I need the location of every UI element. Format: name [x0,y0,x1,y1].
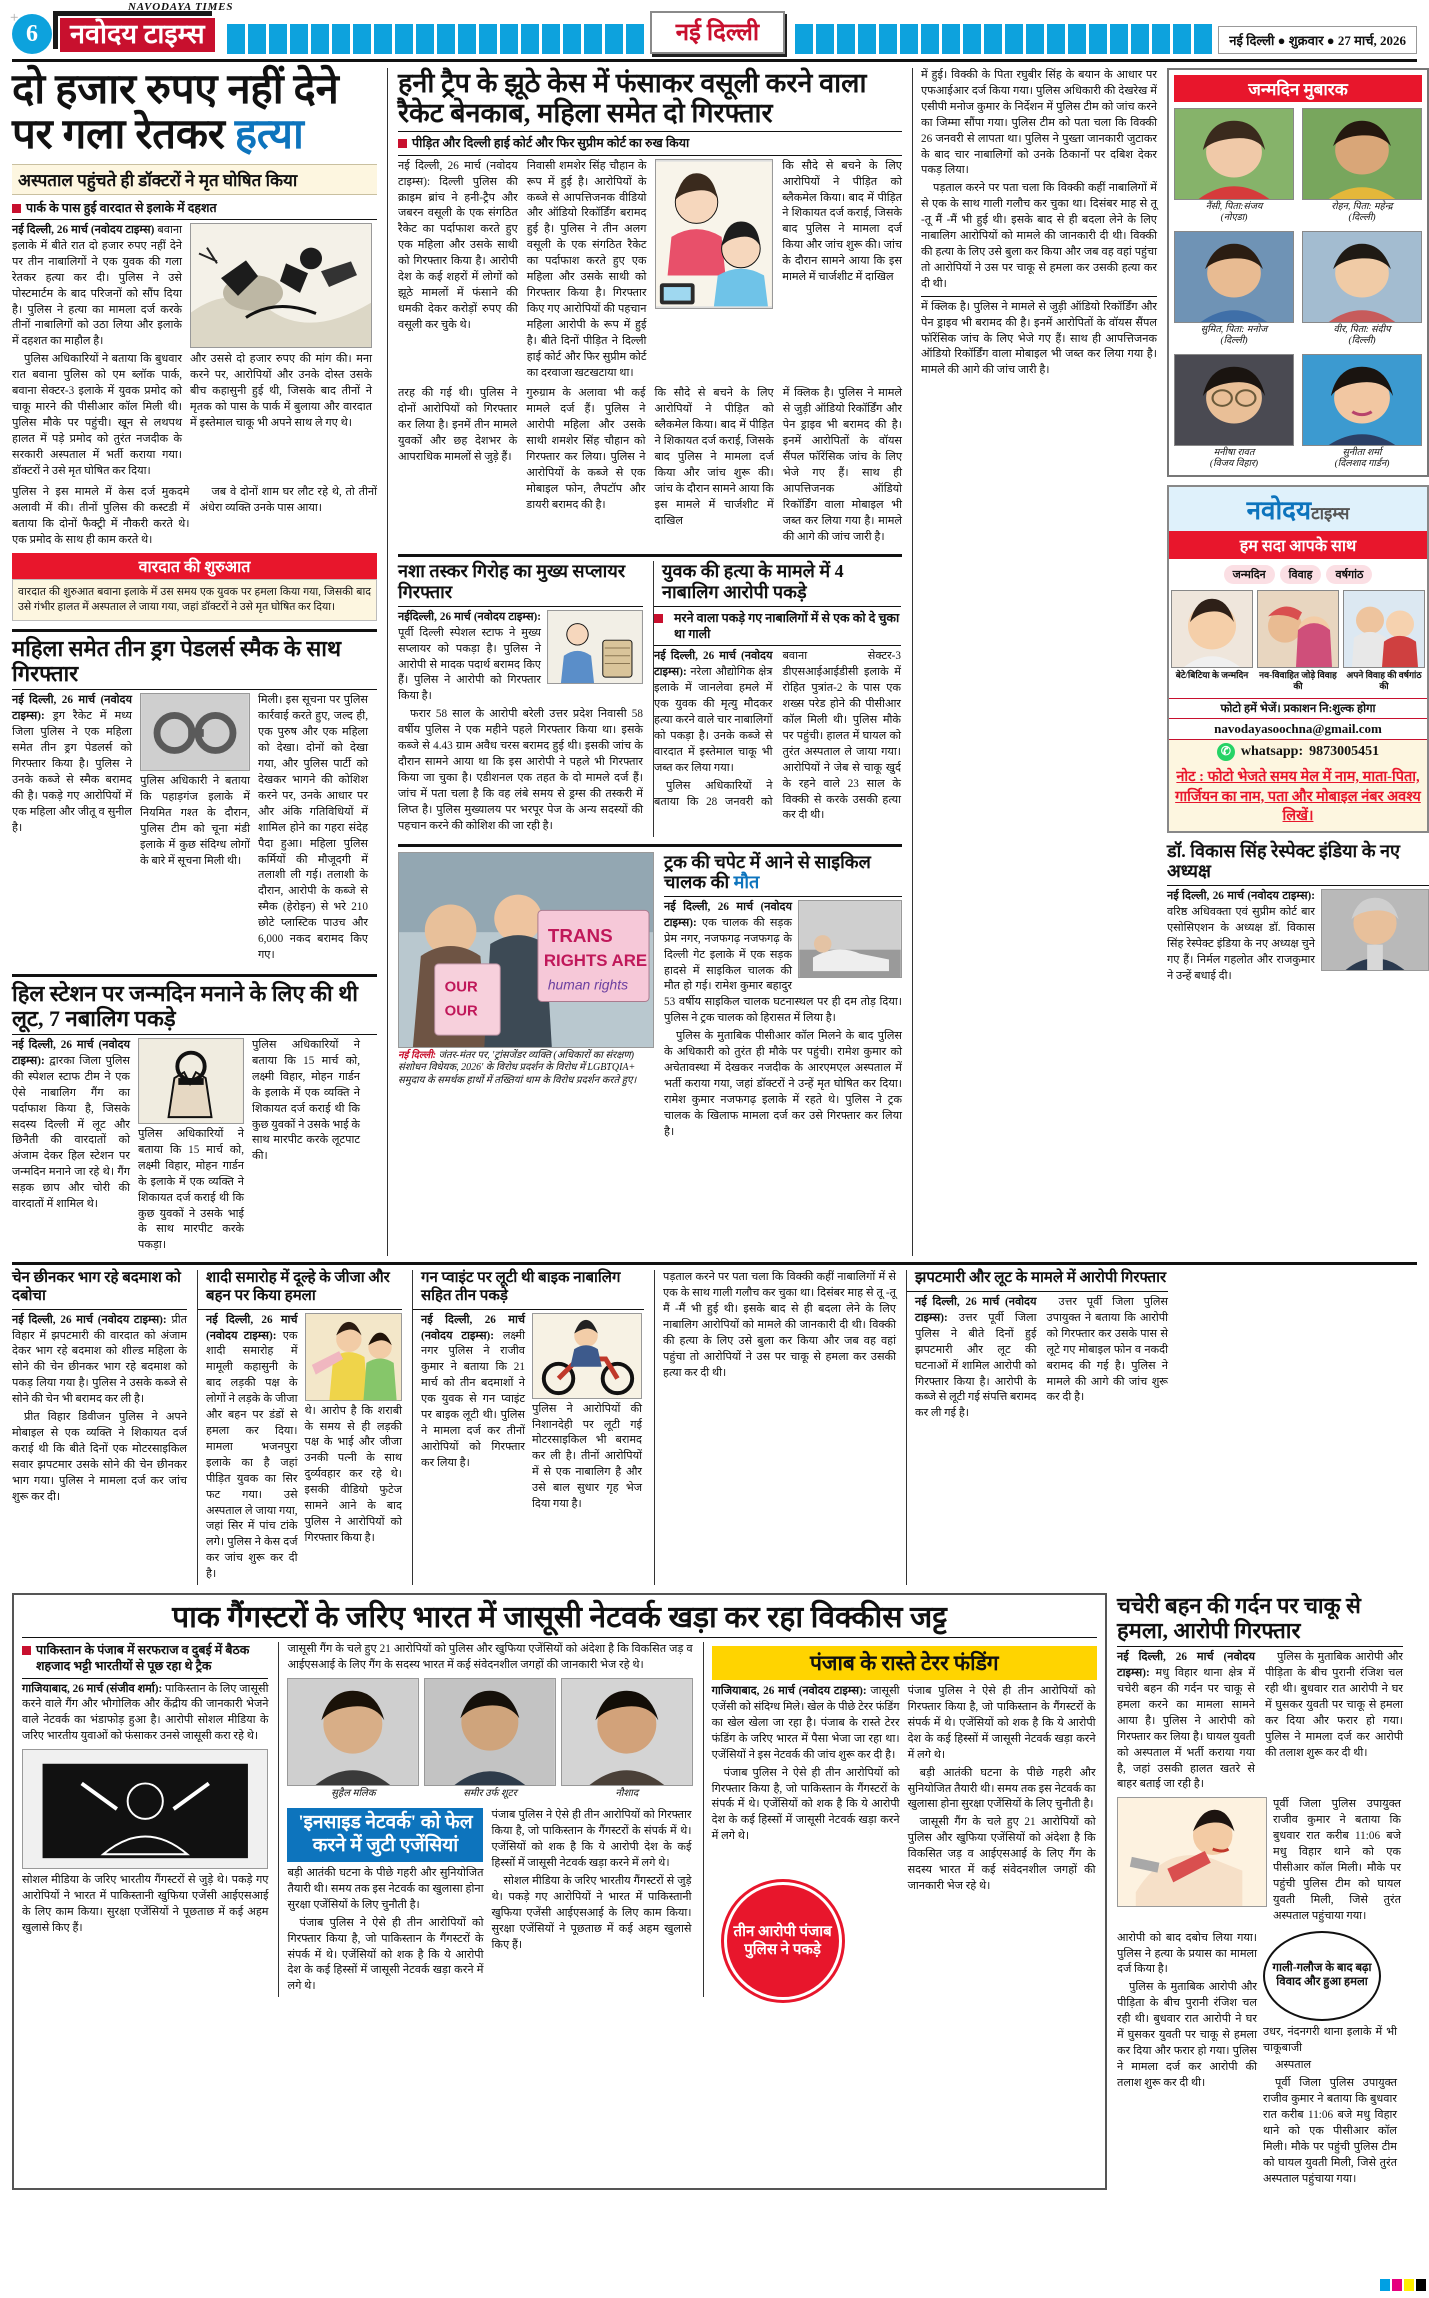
divider [921,296,1157,297]
minors-body [654,649,901,824]
cousin-timeline [1263,2025,1397,2188]
birthday-name-1: रोहन, पिता: महेन्द्र [1331,202,1393,212]
divider [398,155,902,156]
lead-body-col2 [190,352,372,432]
birthday-box [1167,68,1429,477]
honey-kicker: पीड़ित और दिल्ली हाई कोर्ट और फिर सुप्रीम कोर्ट का रुख किया [398,135,902,151]
minors-body4: पड़ताल करने पर पता चला कि विक्की कहीं नाबालिगों में से एक के साथ गाली गलौच कर चुका था। दिसंबर माह से तू -तू मैं -मैं भी हुई थी। इसके बाद से ही बदला लेने के लिए नाबालिग आरोपियों को मामले की जानकारी दी थी। विक्की की हत्या के लिए उसे बुला कर किया और जब वह वहां पहुंचा तो आरोपियों ने उस पर चाकू से हमला कर उसकी हत्या कर दी थी। [921,182,1157,290]
divider [398,554,902,557]
doctor-photo [1321,889,1429,971]
gunpoint-body2: पुलिस ने आरोपियों की निशानदेही पर लूटी गई मोटरसाइकिल भी बरामद कर ली है। तीनों आरोपियों में से एक नाबालिग है और उसे बाल सुधार गृह भेज दिया गया है। [532,1402,642,1511]
divider [398,844,902,847]
doctor-story [1167,841,1429,985]
chain-body [12,1313,187,1506]
birthday-photo [1302,108,1422,200]
spy-blue-body [287,1866,483,1995]
svg-text:human rights: human rights [547,976,629,993]
chain-dateline: नई दिल्ली, 26 मार्च (नवोदय टाइम्स): [12,1313,167,1326]
birthday-photo [1302,354,1422,446]
promo-pills [1169,559,1427,590]
cousin-body4 [1117,1931,1257,2094]
lead-headline-line2 [12,113,377,158]
handcuffs-photo [140,693,250,771]
lead-subhead: अस्पताल पहुंचते ही डॉक्टरों ने मृत घोषित किया [12,164,377,195]
honey-lower [398,386,902,547]
hill-body: द्वारका जिला पुलिस की स्पेशल स्टाफ टीम ने एक ऐसे नाबालिग गैंग का पर्दाफाश किया है, जिसके सदस्य दिल्ली में लूट और छिनैती की वारदातों को अंजाम देकर हिल स्टेशन पर जन्मदिन मनाने जा रहे थे। गैंग सड़क छाप और चोरी की वारदातों में शामिल थे। [12,1054,130,1211]
robbery-headline: झपटमारी और लूट के मामले में आरोपी गिरफ्तार [915,1270,1167,1287]
honey-col1 [398,159,518,384]
accident-photo [798,900,902,978]
chain-story [12,1270,187,1585]
accused-name-2: नौशाद [615,1787,639,1799]
birthday-photo [1174,231,1294,323]
divider [654,606,901,607]
footer-registration-marks [0,2279,1429,2293]
accused-name-1: समीर उर्फ शूटर [463,1787,517,1799]
promo-logo [1169,487,1427,531]
minors-cont-body2 [921,300,1157,380]
gunpoint-headline: गन प्वाइंट पर लूटी थी बाइक नाबालिग सहित तीन पकड़े [421,1270,621,1304]
cousin-body-top [1117,1650,1403,1793]
spy-intro [287,1642,692,1674]
lead-body-lower [12,485,377,549]
doctor-dateline: नई दिल्ली, 26 मार्च (नवोदय टाइम्स): [1167,890,1315,902]
spy-col-extra-text: पंजाब पुलिस ने ऐसे ही तीन आरोपियों को गिरफ्तार किया है, जो पाकिस्तान के गैंगस्टरों के संपर्क में थे। एजेंसियों को शक है कि ये आरोपी देश के कई हिस्सों में जासूसी नेटवर्क खड़ा करने में लगे थे। [491,1809,692,1870]
promo-caption-1: नव-विवाहित जोड़े विवाह की [1259,670,1337,692]
lead-headline-line2a: पर गला रेतकर [12,112,235,159]
wedding-headline: शादी समारोह में दूल्हे के जीजा और बहन पर किया हमला [206,1270,390,1304]
promo-logo-b: टाइम्स [1311,504,1350,524]
robbery-body-text: उत्तर पूर्वी जिला पुलिस ने बीते दिनों हुई झपटमारी और लूट की घटनाओं में शामिल आरोपी को गिरफ्तार किया है। आरोपी के कब्जे से लूटी गई संपत्ति बरामद कर ली गई है। [915,1311,1037,1420]
cousin-story [1117,1593,1403,2190]
birthday-place-4: (विजय विहार) [1209,458,1259,469]
city-tab: नई दिल्ली [650,11,785,54]
minors-story [653,561,901,836]
promo-logo-a: नवोदय [1246,496,1312,526]
truck-dateline: नई दिल्ली, 26 मार्च (नवोदय टाइम्स): [664,900,792,929]
doctor-body-text: वरिष्ठ अधिवक्ता एवं सुप्रीम कोर्ट बार एसोसिएशन के अध्यक्ष डॉ. विकास सिंह रेस्पेक्ट इंडिया के नए अध्यक्ष चुने गए हैं। निर्मल गहलोत और राजकुमार ने उन्हें बधाई दी। [1167,905,1315,982]
gunpoint-body-col1 [421,1313,525,1515]
incident-start-body: वारदात की शुरुआत बवाना इलाके में उस समय एक युवक पर हमला किया गया, जिसकी बाद उसे गंभीर हालत में अस्पताल ले जाया गया, जहां डॉक्टरों ने उसे मृत घोषित कर दिया। [12,579,377,621]
whatsapp-icon: ✆ [1217,743,1235,761]
cousin-timeline-1: अस्पताल [1275,2059,1312,2072]
minors-body4-dup: पड़ताल करने पर पता चला कि विक्की कहीं नाबालिगों में से एक के साथ गाली गलौच कर चुका था। दिसंबर माह से तू -तू मैं -मैं भी हुई थी। इसके बाद से ही बदला लेने के लिए नाबालिग आरोपियों को मामले की जानकारी दी थी। विक्की की हत्या के लिए उसे बुला कर किया और जब वह वहां पहुंचा तो आरोपियों ने उस पर चाकू से हमला कर उसकी हत्या कर दी थी। [663,1271,896,1379]
wedding-assault-illustration [305,1313,402,1401]
spy-body2: सोशल मीडिया के जरिए भारतीय गैंगस्टरों से जुड़े थे। पकड़े गए आरोपियों ने भारत में पाकिस्तानी खुफिया एजेंसी आईएसआई के लिए काम किया। सुरक्षा एजेंसियों ने पूछताछ में कई अहम खुलासे किए हैं। [22,1874,269,1934]
lead-dateline: नई दिल्ली, 26 मार्च (नवोदय टाइम्स) [12,223,155,236]
spy-round-badge [724,1882,842,2000]
minors-body-text: नरेला औद्योगिक क्षेत्र इलाके में जानलेवा हमले में एक युवक की मृत्यु मौदकर हत्या करने वाले चार नाबालिगों को पकड़ा है। उनके कब्जे से वारदात में इस्तेमाल चाकू भी जब्त कर लिया गया। [654,666,773,774]
cousin-body3 [1273,1797,1401,1926]
honey-c1: नई दिल्ली, 26 मार्च (नवोदय टाइम्स): दिल्ली पुलिस की क्राइम ब्रांच ने हनी-ट्रैप और जबरन वसूली के एक संगठित रैकेट का पर्दाफाश करते हुए एक महिला और उसके साथी को गिरफ्तार किया है। आरोपी देश के कई शहरों में लोगों को झूठे मामलों में फंसाने की धमकी देकर करोड़ों रुपए की वसूली कर चुके थे। [398,159,518,331]
handcuffed-hands-illustration [138,1038,244,1124]
divider [12,219,377,220]
spy-gzb-col [712,1684,900,1897]
gunpoint-body-text: लक्ष्मी नगर पुलिस ने राजीव कुमार ने बताया कि 21 मार्च को तीन बदमाशों ने एक युवक से गन प्वाइंट पर बाइक लूटी थी। पुलिस ने मामला दर्ज कर तीनों आरोपियों को गिरफ्तार कर लिया है। [421,1329,525,1469]
svg-text:OUR: OUR [444,1002,478,1019]
spy-yellow-bar: पंजाब के रास्ते टेरर फंडिंग [712,1646,1097,1680]
doctor-headline: डॉ. विकास सिंह रेस्पेक्ट इंडिया के नए अध्यक्ष [1167,840,1400,882]
promo-photo-child [1171,590,1253,668]
birthday-place-0: (नोएडा) [1220,213,1248,224]
right-rail [1167,68,1429,1256]
hill-body-col2 [138,1127,244,1254]
lead-story [12,68,377,1256]
smack-body3: मिली। इस सूचना पर पुलिस कार्रवाई करते हुए, जल्द ही, एक पुरुष और एक महिला को देखा। दोनों को देखा गया, और पुलिस पार्टी को देखकर भागने की कोशिश करने पर, उनके आधार पर और अंकि गतिविधियों में शामिल होने का गहरा संदेह पैदा हुआ। महिला पुलिस कर्मियों की मौजूदगी में तलाशी ली गई। तलाशी के दौरान, आरोपी के कब्जे से स्मैक (हेरोइन) से भरे 210 छोटे प्लास्टिक पाउच और 6,000 नकद बरामद किए गए। [258,694,368,961]
cousin-body3-dup: पूर्वी जिला पुलिस उपायुक्त राजीव कुमार ने बताया कि बुधवार रात करीब 11:06 बजे मधु विहार थाने को एक पीसीआर कॉल मिली। मौके पर पहुंची पुलिस टीम को घायल युवती मिली, जिसे तुरंत अस्पताल पहुंचाया गया। [1263,2077,1397,2185]
promo-pill-anniversary[interactable]: वर्षगांठ [1326,565,1372,584]
divider [1167,885,1429,886]
lead-body1: बवाना इलाके में बीते रात दो हजार रुपए नहीं देने पर तीन नाबालिगों ने एक युवक की गला रेतकर हत्या कर दी। पुलिस ने उसे पोस्टमार्टम के बाद परिजनों को सौंप दिया है। पुलिस ने हत्या का मामला दर्ज करके तीनों नाबालिगों को उठा लिया और इलाके में दहशत का माहौल है। [12,223,182,348]
divider [907,1291,1168,1292]
birthday-name-3: वीर, पिता: संदीप [1333,324,1391,335]
promo-send-note: फोटो हमें भेजें। प्रकाशन नि:शुल्क होगा [1169,698,1427,719]
top-section [12,67,1422,1256]
minors-continuation [912,68,1157,1256]
spy-kicker: पाकिस्तान के पंजाब में सरफराज व दुबई में बैठक शहजाद भट्टी भारतीयों से पूछ रहा थे ट्रैक [22,1642,268,1675]
newspaper-logo[interactable] [58,0,234,54]
hill-body-col1 [12,1038,130,1256]
promo-photo-couple [1343,590,1425,668]
cousin-body2-dup: पुलिस के मुताबिक आरोपी और पीड़िता के बीच पुरानी रंजिश चल रही थी। बुधवार रात आरोपी ने घर में घुसकर युवती पर चाकू से हमला कर दिया और फरार हो गया। पुलिस ने मामला दर्ज कर आरोपी की तलाश शुरू कर दी थी। [1117,1981,1257,2089]
promo-pill-birthday[interactable]: जन्मदिन [1224,565,1275,584]
honey-c4: तरह की गई थी। पुलिस ने दोनों आरोपियों को गिरफ्तार कर लिया है। इनमें तीन मामले युवकों और छह देशभर के आपराधिक मामलों से जुड़े हैं। [398,387,518,464]
bottom-section [12,1593,1417,2190]
wedding-body-text: एक शादी समारोह में मामूली कहासुनी के बाद लड़की पक्ष के लोगों ने लड़के के जीजा और बहन पर डंडों से हमला कर दिया। मामला भजनपुरा इलाके का है जहां पीड़ित युवक का सिर फट गया। उसे अस्पताल ले जाया गया, जहां सिर में पांच टांके लगे। पुलिस ने केस दर्ज कर जांच शुरू कर दी है। [206,1329,298,1581]
drug-supplier-story [398,561,643,836]
accused-name-0: सुहैल मलिक [331,1787,376,1799]
accused-photo-2 [561,1678,693,1786]
crop-mark: + [10,10,19,26]
birthday-person [1174,354,1294,471]
minors-dateline: नई दिल्ली, 26 मार्च (नवोदय टाइम्स): [654,650,773,679]
lead-mid-extra: और उससे दो हजार रुपए की मांग की। मना करने पर, आरोपियों और उनके दोस्त उसके बीच कहासुनी हुई थी, जिसके बाद तीनों ने मृतक को पास के पार्क में बुलाया और वारदात में इस्तेमाल चाकू भी अपने साथ ले गए थे। [190,352,372,429]
drug-body2: फरार 58 साल के आरोपी बरेली उत्तर प्रदेश निवासी 58 वर्षीय पुलिस ने एक महीने पहले गिरफ्तार किया था। इसके कब्जे से 4.43 ग्राम अवैध चरस बरामद हुई थी। इसकी जांच के दौरान सामने आया था कि इस आरोपी ने पहले भी गिरफ्तार किया जा चुका है। एडीशनल एक तहत के दो मामले दर्ज हैं। जांच में पता चला है कि वह लंबे समय से ड्रग्स की तस्करी में लिप्त है। पुलिस मुख्यालय पर भरपूर पेज के अन्य सदस्यों की पहचान करने की कोशिश की जा रही है। [398,708,643,832]
spy-left [22,1642,268,1997]
spy-punjab-body2: बड़ी आतंकी घटना के पीछे गहरी और सुनियोजित तैयारी थी। समय तक इस नेटवर्क का खुलासा होना सुरक्षा एजेंसियों के लिए चुनौती है। [907,1766,1096,1811]
honey-c3: कि सौदे से बचने के लिए आरोपियों ने पीड़ित को ब्लैकमेल किया। बाद में पीड़ित ने शिकायत दर्ज कराई, जिसके बाद पुलिस ने मामला दर्ज किया और जांच शुरू की। जांच के दौरान सामने आया कि इस मामले में चार्जशीट में दाखिल [782,159,902,284]
smack-body2: पुलिस अधिकारी ने बताया कि पहाड़गंज इलाके में नियमित गश्त के दौरान, पुलिस टीम को चूना मंडी इलाके में कुछ संदिग्ध लोगों के बारे में सूचना मिली थी। [140,775,250,867]
cousin-body: मधु विहार थाना क्षेत्र में चचेरी बहन की गर्दन पर चाकू से हमला करने का मामला सामने आया है। पुलिस ने आरोपी को गिरफ्तार कर लिया है। घायल युवती को अस्पताल में भर्ती कराया गया है, जहां उसकी हालत खतरे से बाहर बताई जा रही है। [1117,1667,1255,1791]
promo-whatsapp-number: 9873005451 [1309,743,1380,759]
wedding-body-col1 [206,1313,298,1585]
divider [12,974,377,977]
gunpoint-dateline: नई दिल्ली, 26 मार्च (नवोदय टाइम्स): [421,1313,525,1342]
cousin-circle-note: गाली-गलौज के बाद बढ़ा विवाद और हुआ हमला [1263,1931,1381,2021]
spy-body-left [22,1682,268,1746]
stripe-decoration-right [795,24,1214,54]
gunpoint-story [412,1270,644,1585]
cousin-headline: चचेरी बहन की गर्दन पर चाकू से हमला, आरोपी गिरफ्तार [1117,1593,1361,1644]
minors-cont2 [654,1270,896,1585]
robbery-body [907,1295,1168,1422]
trans-caption-text: जंतर-मंतर पर, 'ट्रांसजेंडर व्यक्ति (अधिकारों का संरक्षण) संशोधन विधेयक, 2026' के विरोध प्रदर्शन के विरोध में LGBTQIA+ समुदाय के समर्थक हाथों में तख्तियां थाम के विरोध प्रदर्शन करते हुए। [398,1049,637,1086]
page-number-badge: 6 [12,14,52,54]
honey-c3-dup: कि सौदे से बचने के लिए आरोपियों ने पीड़ित को ब्लैकमेल किया। बाद में पीड़ित ने शिकायत दर्ज कराई, जिसके बाद पुलिस ने मामला दर्ज किया और जांच शुरू की। जांच के दौरान सामने आया कि इस मामले में चार्जशीट में दाखिल [654,387,774,527]
promo-box [1167,485,1429,832]
honey-c6: में क्लिक है। पुलिस ने मामले से जुड़ी ऑडियो रिकॉर्डिंग और पेन ड्राइव भी बरामद की है। इनमें आरोपितों के वॉयस सैंपल फॉरेंसिक जांच के लिए भेजे गए हैं। साथ ही आपत्तिजनक ऑडियो रिकॉर्डिंग वाला मोबाइल भी जब्त कर लिया गया है। मामले की आगे की जांच जारी है। [782,387,902,543]
trans-protest-photo [398,852,654,1048]
svg-text:OUR: OUR [444,979,478,996]
spy-right [703,1642,1097,1997]
promo-photo-wedding [1257,590,1339,668]
spy-punjab-col [908,1684,1096,1897]
honey-trap-story [387,68,902,1256]
birthday-photo-grid [1174,108,1422,470]
cousin-timeline-0: उधर, नंदनगरी थाना इलाके में भी चाकूबाजी [1263,2025,1397,2054]
promo-note: नोट : फोटो भेजते समय मेल में नाम, माता-पिता, गार्जियन का नाम, पता और मोबाइल नंबर अवश्य लिखें। [1169,764,1427,831]
divider [398,131,902,132]
lead-headline-line1: दो हजार रुपए नहीं देने [12,67,339,113]
robbery-story [906,1270,1168,1585]
minors-cont-body [921,68,1157,293]
spy-story [12,1593,1107,2190]
promo-tagline: हम सदा आपके साथ [1169,531,1427,559]
cousin-body2: पुलिस के मुताबिक आरोपी और पीड़िता के बीच पुरानी रंजिश चल रही थी। बुधवार रात आरोपी ने घर में घुसकर युवती पर चाकू से हमला कर दिया और फरार हो गया। पुलिस ने मामला दर्ज कर आरोपी की तलाश शुरू कर दी थी। [1265,1651,1403,1759]
accused-photo-0 [287,1678,419,1786]
promo-caption-0: बेटे/बिटिया के जन्मदिन [1175,670,1249,681]
wedding-dateline: नई दिल्ली, 26 मार्च (नवोदय टाइम्स): [206,1313,298,1342]
birthday-person [1302,354,1422,471]
wedding-body-col2 [305,1404,402,1547]
spy-col-extra [491,1808,691,1997]
birthday-place-3: (दिल्ली) [1348,336,1376,347]
hill-body2: पुलिस अधिकारियों ने बताया कि 15 मार्च को, लक्ष्मी विहार, मोहन गार्डन के इलाके में एक व्यक्ति ने शिकायत दर्ज कराई थी कि कुछ युवकों ने उसके भाई के साथ मारपीट करके पकड़ा। [138,1128,244,1252]
birthday-name-5: सुनीता शर्मा [1342,447,1382,458]
hill-headline: हिल स्टेशन पर जन्मदिन मनाने के लिए की थी लूट, 7 नबालिग पकड़े [12,980,358,1031]
birthday-place-1: (दिल्ली) [1348,213,1376,224]
chain-headline: चेन छीनकर भाग रहे बदमाश को दबोचा [12,1270,181,1304]
trans-protest-block [398,852,654,1143]
smack-headline: महिला समेत तीन ड्रग पेडलर्स स्मैक के साथ गिरफ्तार [12,636,342,687]
chain-body-text: प्रीत विहार में झपटमारी की वारदात को अंजाम देकर भाग रहे बदमाश को शील्ड महिला के सोने की चेन छीनकर भाग रहे बदमाश को पकड़ लिया गया है। पुलिस ने उसके कब्जे से सोने की चेन भी बरामद कर ली है। [12,1313,188,1406]
accused-photo-1 [424,1678,556,1786]
trans-caption [398,1048,654,1090]
svg-text:RIGHTS ARE: RIGHTS ARE [543,950,648,970]
spy-banner-headline: पाक गैंगस्टरों के जरिए भारत में जासूसी नेटवर्क खड़ा कर रहा विक्कीस जट्ट [172,1601,947,1635]
divider [12,1262,1417,1265]
lead-illustration [190,223,372,348]
honey-c5: गुरुग्राम के अलावा भी कई मामले दर्ज हैं। पुलिस ने आरोपी महिला और उसके साथी शमशेर सिंह चौहान को गिरफ्तार कर लिया। पुलिस ने आरोपियों के कब्जे से एक मोबाइल फोन, लैपटॉप और डायरी बरामद की है। [526,387,646,511]
cousin-body4-text: आरोपी को बाद दबोच लिया गया। पुलिस ने हत्या के प्रयास का मामला दर्ज किया है। [1117,1931,1257,1976]
honey-c6-cont: में क्लिक है। पुलिस ने मामले से जुड़ी ऑडियो रिकॉर्डिंग और पेन ड्राइव भी बरामद की है। इनमें आरोपितों के वॉयस सैंपल फॉरेंसिक जांच के लिए भेजे गए हैं। साथ ही आपत्तिजनक ऑडियो रिकॉर्डिंग वाला मोबाइल भी जब्त कर लिया गया है। मामले की आगे की जांच जारी है। [921,300,1157,377]
divider [198,1309,402,1310]
birthday-photo [1174,108,1294,200]
lead-headline-highlight: हत्या [234,112,304,159]
mid-strip [12,1270,1417,1585]
birthday-place-2: (दिल्ली) [1220,336,1248,347]
truck-body2: पुलिस के मुताबिक पीसीआर कॉल मिलने के बाद पुलिस के अधिकारी को तुरंत ही मौके पर पहुंची। रामेश कुमार को अचेतावस्था में देखकर नजदीक के आरएमएल अस्पताल में भर्ती कराया गया, जहां डॉक्टरों ने उन्हें मृत घोषित कर दिया। रामेश कुमार नजफगढ़ इलाके में रहते थे। पुलिस ने ट्रक चालक के खिलाफ मामला दर्ज कर उसे गिरफ्तार कर लिया है। [664,1030,902,1138]
smack-body-col2 [140,774,250,869]
spy-silhouette-photo [22,1749,268,1869]
truck-body-text: एक चालक की सड़क प्रेम नगर, नजफगढ़ नजफगढ़ के दिल्ली गेट इलाके में एक सड़क हादसे में साइकिल चालक की मौत हो गई। रामेश कुमार बहादुर 53 वर्षीय साइकिल चालक घटनास्थल पर ही दम तोड़ दिया। पुलिस ने ट्रक चालक को हिरासत में लिया है। [664,916,902,1025]
incident-start-title: वारदात की शुरुआत [12,553,377,579]
minors-body2: पुलिस अधिकारियों ने बताया कि 28 जनवरी को बवाना सेक्टर-3 डीएसआईआईडीसी इलाके में रोहित पुत्रांत-2 के पास एक शख्स परेड होने की पीसीआर कॉल मिली थी। पुलिस मौके पर पहुंची। हालत में घायल को तुरंत अस्पताल ले जाया गया। आरोपियों ने जेब से चाकू खुर्द के रहने वाले 23 साल के विक्की से करके उसकी हत्या कर दी थी। [654,650,901,822]
truck-story [664,852,902,1143]
promo-pill-wedding[interactable]: विवाह [1280,565,1322,584]
divider [654,645,901,646]
birthday-person [1174,231,1294,348]
honey-c2: निवासी शमशेर सिंह चौहान के रूप में हुई है। आरोपियों के कब्जे से आपत्तिजनक वीडियो और ऑडियो रिकॉर्डिंग बरामद हुई है। पुलिस ने तीन अलग वसूली के एक संगठित रैकेट का पर्दाफाश करते हुए एक महिला और उसके साथी को गिरफ्तार किया है। गिरफ्तार किए गए आरोपियों की पहचान महिला आरोपी के रूप में हुई है। बीते दिनों पीड़ित ने दिल्ली हाई कोर्ट और फिर सुप्रीम कोर्ट का दरवाजा खटखटाया था। [526,159,647,379]
divider [12,689,377,690]
divider [413,1309,644,1310]
birthday-title: जन्मदिन मुबारक [1174,75,1422,102]
birthday-name-2: सुमित, पिता: मनोज [1200,324,1268,335]
birthday-person [1174,108,1294,225]
lead-kicker: पार्क के पास हुई वारदात से इलाके में दहशत [12,200,377,216]
promo-captions [1169,668,1427,694]
smack-body: ड्रग रैकेट में मध्य जिला पुलिस ने एक महिला समेत तीन ड्रग पेडलर्स को गिरफ्तार किया है। पुलिस ने उनके कब्जे से स्मैक बरामद की है। पकड़े गए आरोपियों में एक महिला और जीतू व सुनील है। [12,710,133,834]
robbery-body2: उत्तर पूर्वी जिला पुलिस उपायुक्त ने बताया कि आरोपी को गिरफ्तार कर उसके पास से लूटे गए मोबाइल फोन व नकदी बरामद की गई है। पुलिस ने मामले की आगे की जांच शुरू कर दी है। [1046,1295,1168,1404]
spy-col-extra-text2: सोशल मीडिया के जरिए भारतीय गैंगस्टरों से जुड़े थे। पकड़े गए आरोपियों ने भारत में पाकिस्तानी खुफिया एजेंसी आईएसआई के लिए काम किया। सुरक्षा एजेंसियों ने पूछताछ में कई अहम खुलासे किए हैं। [491,1875,692,1951]
lead-body2: पुलिस अधिकारियों ने बताया कि बुधवार रात बवाना पुलिस को एम ब्लॉक पार्क, बवाना सेक्टर-3 इलाके में युवक प्रमोद को चाकू मारने की पीसीआर कॉल मिली थी। पुलिस मौके पर पहुंची। खून से लथपथ हालत में पड़े प्रमोद को तुरंत नजदीक के सरकारी अस्पताल में भर्ती कराया गया। डॉक्टरों ने उसे मृत घोषित कर दिया। [12,353,182,477]
birthday-photo [1174,354,1294,446]
honey-trap-illustration [655,159,773,309]
drug-body-text: पूर्वी दिल्ली स्पेशल स्टाफ ने मुख्य सप्लायर को पकड़ा है। पुलिस ने आरोपी से मादक पदार्थ बरामद किए हैं। पुलिस ने आरोपी को गिरफ्तार किया है। [398,626,541,703]
masthead [10,0,1417,54]
gunpoint-body-col2 [532,1402,642,1513]
birthday-place-5: (दिलशाद गार्डन) [1334,458,1390,469]
drug-headline: नशा तस्कर गिरोह का मुख्य सप्लायर गिरफ्तार [398,561,626,603]
bike-robbery-illustration [532,1313,642,1399]
spy-blue-bar: 'इनसाइड नेटवर्क' को फेल करने में जुटी एजेंसियां [287,1808,483,1862]
spy-body3: जासूसी गैंग के चले हुए 21 आरोपियों को पुलिस और खुफिया एजेंसियों को अंदेशा है कि विकसित जड़ व आईएसआई के लिए गैंग के सदस्य भारत में कई संवेदनशील जगहों की जानकारी भेज रहे थे। [287,1643,693,1671]
masthead-rule [12,59,1417,62]
divider [664,896,902,897]
spy-col-last-2: पंजाब पुलिस ने ऐसे ही तीन आरोपियों को गिरफ्तार किया है, जो पाकिस्तान के गैंगस्टरों के संपर्क में थे। एजेंसियों को शक है कि ये आरोपी देश के कई हिस्सों में जासूसी नेटवर्क खड़ा करने में लगे थे। [287,1916,484,1993]
divider [398,606,643,607]
honey-col2 [527,159,647,384]
svg-text:TRANS: TRANS [547,924,613,946]
promo-email[interactable]: navodayasoochna@gmail.com [1169,719,1427,740]
stripe-decoration [227,24,646,54]
honey-headline: हनी ट्रैप के झूठे केस में फंसाकर वसूली करने वाला रैकेट बेनकाब, महिला समेत दो गिरफ्तार [398,68,867,129]
trans-caption-place: नई दिल्ली: [398,1049,437,1061]
honey-col3 [782,159,902,384]
logo-english-name: NAVODAYA TIMES [128,0,234,13]
lead-body-lower-2: जब वे दोनों शाम घर लौट रहे थे, तो तीनों अंधेरा व्यक्ति उनके पास आया। [199,486,377,515]
minors-kicker: मरने वाला पकड़े गए नाबालिगों में से एक को दे चुका था गाली [654,610,901,643]
spy-punjab-body3: जासूसी गैंग के चले हुए 21 आरोपियों को पुलिस और खुफिया एजेंसियों को अंदेशा है कि विकसित जड़ व आईएसआई के लिए गैंग के सदस्य भारत में कई संवेदनशील जगहों की जानकारी भेज रहे थे। [907,1816,1096,1892]
divider [22,1637,1097,1638]
divider [1117,1646,1403,1647]
hill-dateline: नई दिल्ली, 26 मार्च (नवोदय टाइम्स): [12,1039,130,1067]
spy-body: पाकिस्तान के लिए जासूसी करने वाले गैंग और भौगोलिक और केंद्रीय की जानकारी भेजने वाले नेटवर्क का भंडाफोड़ हुआ है। आरोपी सोशल मीडिया के जरिए भारतीय युवाओं को फंसाकर उनसे जासूसी करा रहे थे। [22,1682,269,1743]
dateline-tab: नई दिल्ली ● शुक्रवार ● 27 मार्च, 2026 [1218,26,1417,54]
minors-body3: में हुई। विक्की के पिता रघुबीर सिंह के बयान के आधार पर एफआईआर दर्ज किया गया। पुलिस अधिकारी की देखरेख में एसीपी मनोज कुमार के निर्देशन में पुलिस टीम को जांच करने का जिम्मा सौंपा गया। पुलिस टीम को पता चला कि विक्की 26 जनवरी से लापता था। पुलिस ने पुख्ता जानकारी जुटाकर के बाद चार नाबालिगों को उनके ठिकानों पर दबिश देकर पकड़ लिया। [921,69,1157,177]
logo-hindi-name: नवोदय टाइम्स [58,16,217,54]
spy-gzb-body: जासूसी एजेंसी को संदिग्ध मिले। खेल के पीछे टेरर फंडिंग का खेल खेला जा रहा है। पंजाब के रास्ते टेरर फंडिंग के जरिए भारत में पैसा भेजा जा रहा था। एजेंसियों ने इस नेटवर्क की जांच शुरू कर दी है। [711,1685,900,1761]
spy-mid [278,1642,692,1997]
spy-dateline: गाजियाबाद, 26 मार्च (संजीव शर्मा): [22,1682,163,1695]
cousin-body3-text: पूर्वी जिला पुलिस उपायुक्त राजीव कुमार ने बताया कि बुधवार रात करीब 11:06 बजे मधु विहार थाने को एक पीसीआर कॉल मिली। मौके पर पहुंची पुलिस टीम को घायल युवती मिली, जिसे तुरंत अस्पताल पहुंचाया गया। [1273,1798,1401,1922]
divider [22,1678,268,1679]
promo-whatsapp[interactable] [1169,740,1427,764]
drug-dateline: नईदिल्ली, 26 मार्च (नवोदय टाइम्स): [398,610,541,623]
spy-gzb-body2: पंजाब पुलिस ने ऐसे ही तीन आरोपियों को गिरफ्तार किया है, जो पाकिस्तान के गैंगस्टरों के संपर्क में थे। एजेंसियों को शक है कि ये आरोपी देश के कई हिस्सों में जासूसी नेटवर्क खड़ा करने में लगे थे। [711,1766,900,1843]
promo-photos [1169,590,1427,668]
hill-body-extra: पुलिस अधिकारियों ने बताया कि 15 मार्च को, लक्ष्मी विहार, मोहन गार्डन के इलाके में एक व्यक्ति ने शिकायत दर्ज कराई थी कि कुछ युवकों ने उसके भाई के साथ मारपीट करके लूटपाट की। [252,1039,360,1163]
minors-cont2-body [655,1270,896,1381]
robbery-dateline: नई दिल्ली, 26 मार्च (नवोदय टाइम्स): [915,1295,1037,1324]
birthday-person [1302,108,1422,225]
drug-illustration [547,610,643,684]
divider [12,1034,377,1035]
divider [12,629,377,632]
wedding-story [197,1270,402,1585]
birthday-person [1302,231,1422,348]
cousin-dateline: नई दिल्ली, 26 मार्च (नवोदय टाइम्स): [1117,1651,1255,1680]
promo-whatsapp-label: whatsapp: [1240,743,1304,759]
lead-body-lower-1: पुलिस ने इस मामले में केस दर्ज मुकदमे अलावी में की। तीनों पुलिस की कस्टडी में बताया कि दोनों फैक्ट्री में नौकरी करते थे। एक प्रमोद के साथ ही काम करते थे। [12,486,190,547]
wedding-body2: थे। आरोप है कि शराबी के समय से ही लड़की पक्ष के भाई और जीजा उनकी पत्नी के साथ दुर्व्यवहार कर रहे थे। इसकी वीडियो फुटेज सामने आने के बाद पुलिस ने आरोपियों को गिरफ्तार किया है। [304,1404,402,1544]
spy-punjab-body: पंजाब पुलिस ने ऐसे ही तीन आरोपियों को गिरफ्तार किया है, जो पाकिस्तान के गैंगस्टरों के संपर्क में थे। एजेंसियों को शक है कि ये आरोपी देश के कई हिस्सों में जासूसी नेटवर्क खड़ा करने में लगे थे। [907,1685,1096,1761]
smack-dateline: नई दिल्ली, 26 मार्च (नवोदय टाइम्स): [12,694,132,723]
spy-body-left2 [22,1873,268,1937]
promo-caption-2: अपने विवाह की वर्षगांठ की [1346,670,1422,692]
smack-body-col1 [12,693,132,965]
birthday-name-4: मनीषा रावत [1213,447,1255,458]
lead-body-col1 [12,223,182,482]
truck-headline: ट्रक की चपेट में आने से साइकिल चालक की मौत [664,851,871,893]
cousin-attack-illustration [1117,1797,1267,1907]
spy-badge-circle: तीन आरोपी पंजाब पुलिस ने पकड़े [724,1882,842,2000]
birthday-photo [1302,231,1422,323]
spy-gzb-dateline: गाजियाबाद, 26 मार्च (नवोदय टाइम्स): [711,1685,867,1698]
hill-body-col3 [252,1038,360,1256]
smack-body-col3 [258,693,368,965]
divider [12,1309,187,1310]
chain-body2: प्रीत विहार डिवीजन पुलिस ने अपने मोबाइल से एक व्यक्ति ने शिकायत दर्ज कराई थी कि बीते दिनों एक मोटरसाइकिल सवार झपटमार उसके सोने की चेन छीनकर भाग गया। पुलिस ने मामला दर्ज कर जांच शुरू कर दी। [12,1411,187,1503]
birthday-name-0: नैंसी, पिता:संजय [1205,202,1263,212]
spy-col-last: बड़ी आतंकी घटना के पीछे गहरी और सुनियोजित तैयारी थी। समय तक इस नेटवर्क का खुलासा होना सुरक्षा एजेंसियों के लिए चुनौती है। [287,1866,484,1911]
minors-headline: युवक की हत्या के मामले में 4 नाबालिग आरोपी पकड़े [662,561,844,603]
